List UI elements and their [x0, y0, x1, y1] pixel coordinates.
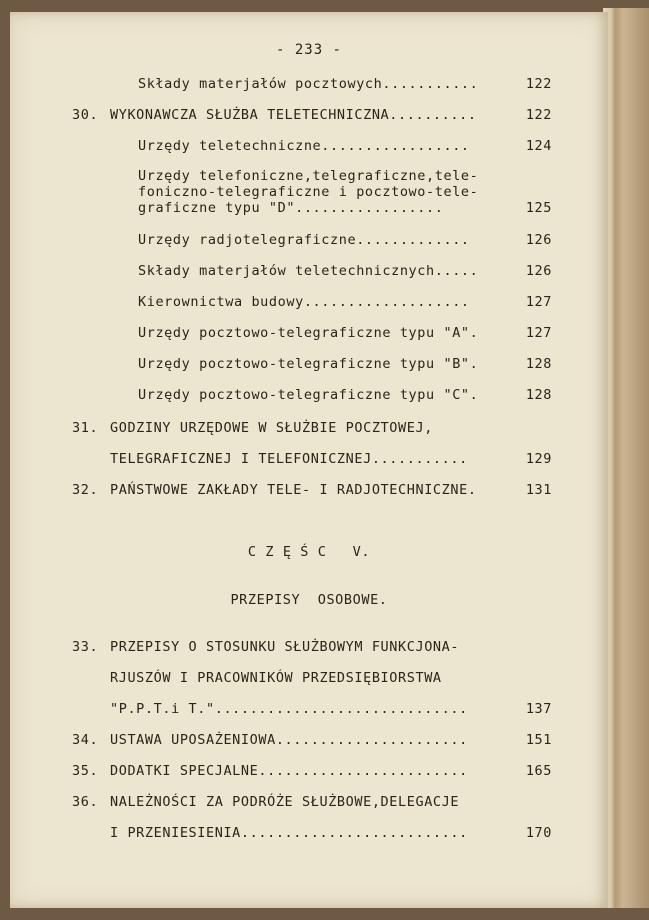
toc-entry-text: foniczno-telegraficzne i pocztowo-tele- — [138, 184, 479, 200]
toc-entry-number: 31. — [72, 420, 99, 436]
toc-entry-text: Kierownictwa budowy................... — [138, 294, 470, 310]
toc-entry-page: 127 — [525, 325, 552, 341]
toc-entry-page: 124 — [525, 138, 552, 154]
toc-entry-page: 125 — [525, 200, 552, 216]
toc-entry-text: GODZINY URZĘDOWE W SŁUŻBIE POCZTOWEJ, — [110, 420, 433, 436]
toc-entry-page: 129 — [525, 451, 552, 467]
toc-entry-text: "P.P.T.i T."............................. — [110, 701, 468, 717]
toc-entry-text: NALEŻNOŚCI ZA PODRÓŻE SŁUŻBOWE,DELEGACJE — [110, 794, 460, 810]
toc-entry-page: 131 — [525, 482, 552, 498]
toc-entry-number: 34. — [72, 732, 99, 748]
toc-entry-page: 128 — [525, 387, 552, 403]
toc-entry-number: 36. — [72, 794, 99, 810]
toc-entry-page: 126 — [525, 263, 552, 279]
toc-entry-page: 122 — [525, 107, 552, 123]
part-title: PRZEPISY OSOBOWE. — [230, 592, 388, 608]
toc-entry-page: 170 — [525, 825, 552, 841]
toc-entry-text: Urzędy pocztowo-telegraficzne typu "C". — [138, 387, 479, 403]
toc-entry-page: 128 — [525, 356, 552, 372]
toc-entry-text: Składy materjałów teletechnicznych..... — [138, 263, 479, 279]
toc-entry-text: Urzędy pocztowo-telegraficzne typu "A". — [138, 325, 479, 341]
part-heading: C Z Ę Ś C V. — [247, 544, 371, 560]
toc-entry-text: Urzędy telefoniczne,telegraficzne,tele- — [138, 168, 479, 184]
toc-entry-text: I PRZENIESIENIA.......................... — [110, 825, 468, 841]
toc-entry-text: graficzne typu "D"................. — [138, 200, 444, 216]
toc-entry-text: Urzędy radjotelegraficzne............. — [138, 232, 470, 248]
toc-entry-text: RJUSZÓW I PRACOWNIKÓW PRZEDSIĘBIORSTWA — [110, 670, 442, 686]
toc-entry-text: USTAWA UPOSAŻENIOWA...................... — [110, 732, 468, 748]
toc-entry-page: 126 — [525, 232, 552, 248]
binder-edge — [603, 8, 649, 908]
toc-entry-text: PRZEPISY O STOSUNKU SŁUŻBOWYM FUNKCJONA- — [110, 639, 460, 655]
toc-entry-number: 30. — [72, 107, 99, 123]
toc-entry-text: TELEGRAFICZNEJ I TELEFONICZNEJ........... — [110, 451, 468, 467]
toc-entry-text: Urzędy pocztowo-telegraficzne typu "B". — [138, 356, 479, 372]
toc-entry-page: 122 — [525, 76, 552, 92]
toc-entry-page: 165 — [525, 763, 552, 779]
toc-entry-number: 32. — [72, 482, 99, 498]
toc-entry-text: WYKONAWCZA SŁUŻBA TELETECHNICZNA.......... — [110, 107, 477, 123]
toc-entry-page: 127 — [525, 294, 552, 310]
toc-entry-text: Urzędy teletechniczne................. — [138, 138, 470, 154]
toc-entry-text: Składy materjałów pocztowych........... — [138, 76, 479, 92]
toc-entry-page: 137 — [525, 701, 552, 717]
toc-entry-number: 33. — [72, 639, 99, 655]
toc-entry-text: DODATKI SPECJALNE........................ — [110, 763, 468, 779]
page-number: - 233 - — [275, 42, 342, 58]
document-page — [10, 12, 608, 908]
toc-entry-page: 151 — [525, 732, 552, 748]
toc-entry-number: 35. — [72, 763, 99, 779]
toc-entry-text: PAŃSTWOWE ZAKŁADY TELE- I RADJOTECHNICZNE. — [110, 482, 477, 498]
